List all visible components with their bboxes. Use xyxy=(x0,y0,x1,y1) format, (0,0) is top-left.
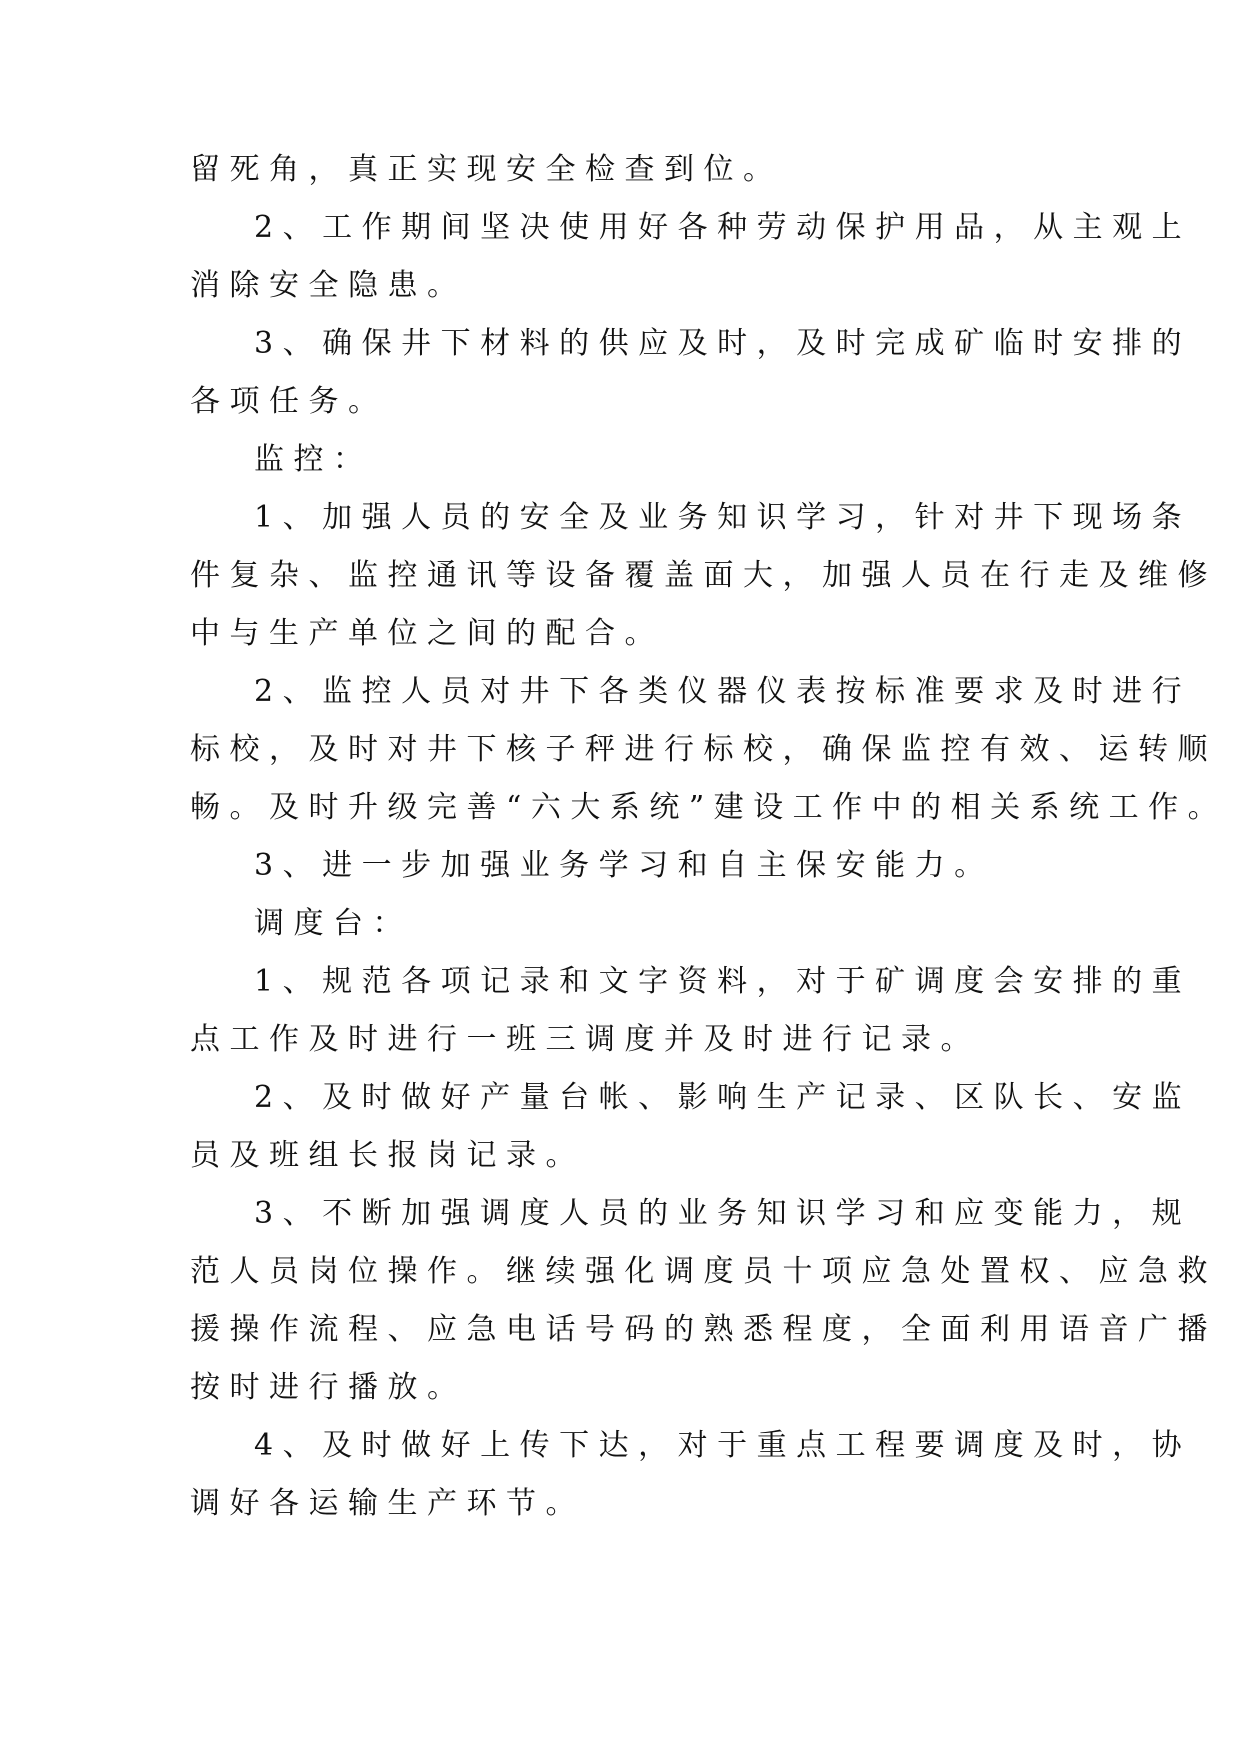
text-line: 件复杂、监控通讯等设备覆盖面大，加强人员在行走及维修 xyxy=(190,558,1217,593)
text-line: 各项任务。 xyxy=(190,384,388,419)
text-line: 2、及时做好产量台帐、影响生产记录、区队长、安监 xyxy=(254,1080,1192,1115)
text-line: 消除安全隐患。 xyxy=(190,268,467,303)
text-line: 4、及时做好上传下达，对于重点工程要调度及时，协 xyxy=(254,1428,1192,1463)
text-line: 1、加强人员的安全及业务知识学习，针对井下现场条 xyxy=(254,500,1192,535)
text-line: 1、规范各项记录和文字资料，对于矿调度会安排的重 xyxy=(254,964,1192,999)
text-line: 援操作流程、应急电话号码的熟悉程度，全面利用语音广播 xyxy=(190,1312,1217,1347)
text-line: 3、不断加强调度人员的业务知识学习和应变能力，规 xyxy=(254,1196,1192,1231)
text-line: 调好各运输生产环节。 xyxy=(190,1486,585,1521)
text-line: 2、工作期间坚决使用好各种劳动保护用品，从主观上 xyxy=(254,210,1192,245)
text-line: 点工作及时进行一班三调度并及时进行记录。 xyxy=(190,1022,980,1057)
text-line: 留死角，真正实现安全检查到位。 xyxy=(190,152,783,187)
text-line: 中与生产单位之间的配合。 xyxy=(190,616,664,651)
text-line: 按时进行播放。 xyxy=(190,1370,467,1405)
text-line: 标校，及时对井下核子秤进行标校，确保监控有效、运转顺 xyxy=(190,732,1217,767)
text-line: 3、进一步加强业务学习和自主保安能力。 xyxy=(254,848,994,883)
text-line: 员及班组长报岗记录。 xyxy=(190,1138,585,1173)
text-line: 2、监控人员对井下各类仪器仪表按标准要求及时进行 xyxy=(254,674,1192,709)
section-heading: 调度台： xyxy=(254,906,412,941)
section-heading: 监控： xyxy=(254,442,373,477)
text-line: 范人员岗位操作。继续强化调度员十项应急处置权、应急救 xyxy=(190,1254,1217,1289)
text-line: 畅。及时升级完善“六大系统”建设工作中的相关系统工作。 xyxy=(190,790,1228,825)
text-line: 3、确保井下材料的供应及时，及时完成矿临时安排的 xyxy=(254,326,1192,361)
